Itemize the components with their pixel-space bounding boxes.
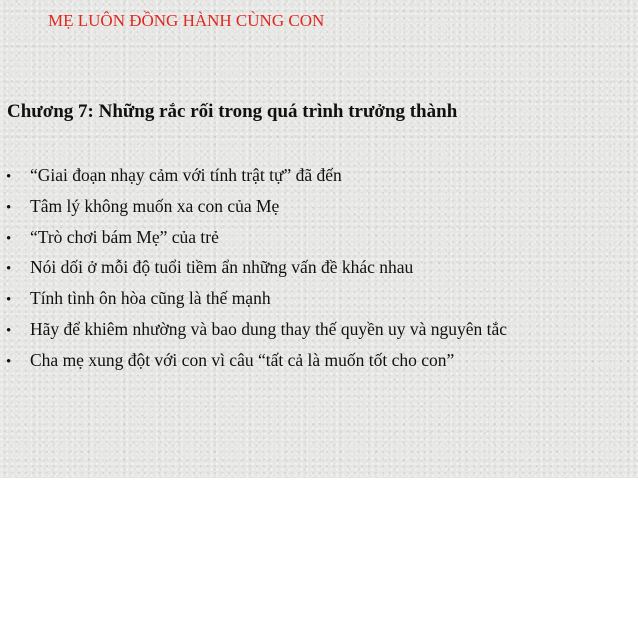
bullet-text: “Trò chơi bám Mẹ” của trẻ: [30, 226, 219, 247]
list-item: [0, 288, 507, 319]
list-item: [0, 350, 507, 381]
bullet-text: “Giai đoạn nhạy cảm với tính trật tự” đã đến: [30, 165, 342, 185]
bullet-icon: •: [6, 353, 12, 370]
bullet-icon: •: [6, 199, 12, 216]
list-item: [0, 227, 507, 258]
chapter-title: Chương 7: Những rắc rối trong quá trình trưởng thành: [7, 101, 458, 122]
bullet-icon: •: [6, 292, 12, 309]
slide-header: MẸ LUÔN ĐỒNG HÀNH CÙNG CON: [48, 11, 325, 30]
list-item: [0, 257, 507, 288]
list-item: [0, 196, 507, 227]
bullet-icon: •: [6, 230, 12, 247]
bullet-text: Hãy để khiêm nhường và bao dung thay thế quyền uy và nguyên tắc: [30, 318, 508, 339]
bullet-text: Cha mẹ xung đột với con vì câu “tất cả là muốn tốt cho con”: [30, 349, 455, 370]
bullet-icon: •: [6, 169, 12, 185]
bullet-text: Tính tình ôn hòa cũng là thế mạnh: [30, 288, 271, 309]
bullet-icon: •: [6, 261, 12, 278]
list-item: [0, 319, 507, 350]
bullet-text: Tâm lý không muốn xa con của Mẹ: [30, 195, 280, 216]
bullet-icon: •: [6, 322, 12, 339]
list-item: [0, 165, 507, 196]
bullet-list: [0, 165, 507, 381]
bullet-text: Nói dối ở mỗi độ tuổi tiềm ẩn những vấn đề khác nhau: [30, 257, 414, 278]
